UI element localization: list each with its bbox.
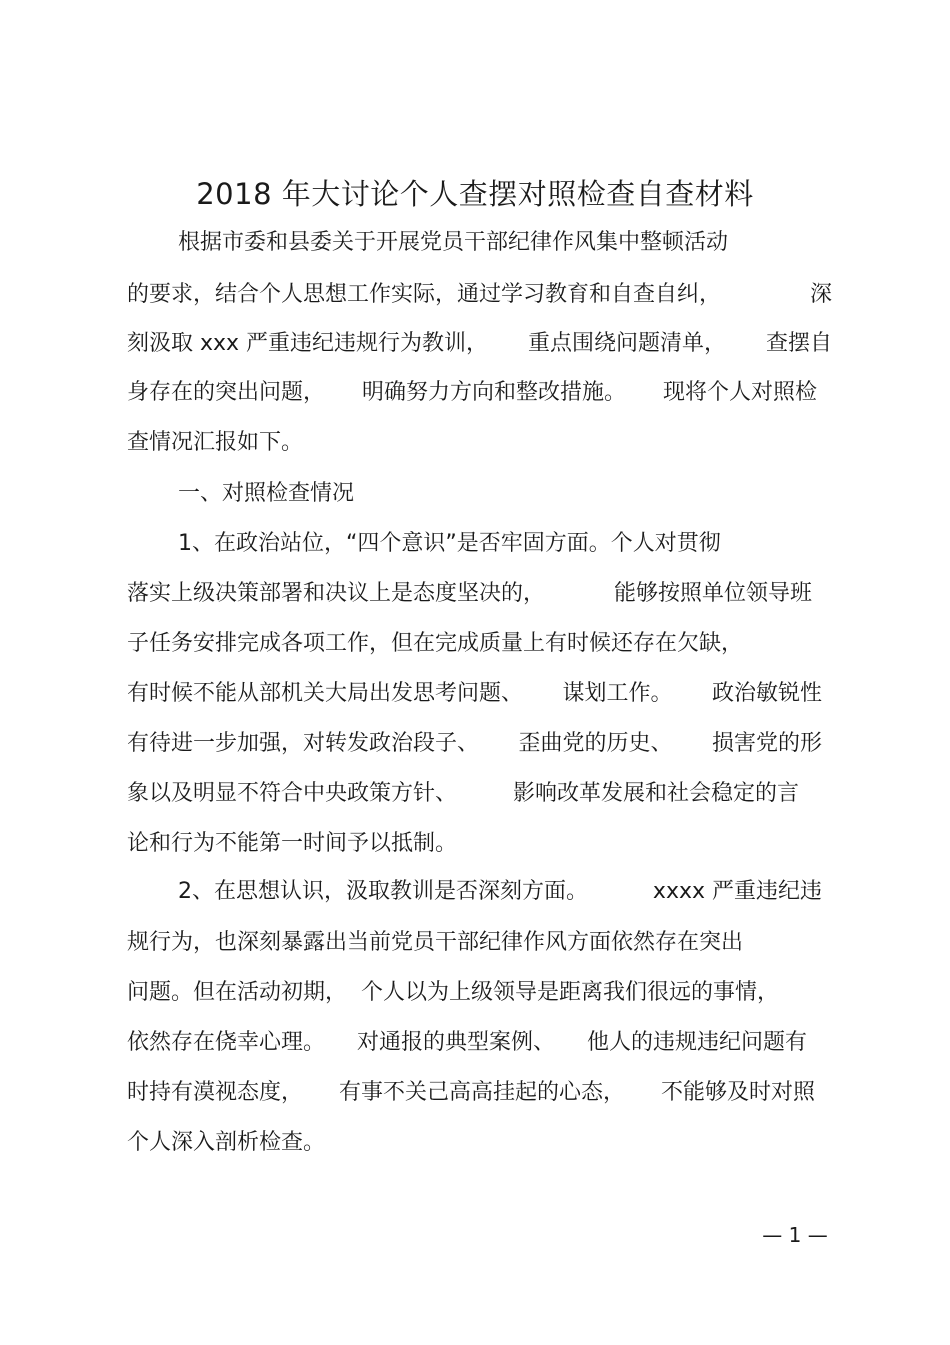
intro-line-3-part-2: 重点围绕问题清单， — [528, 331, 727, 356]
item2-line-4 — [127, 1028, 807, 1058]
intro-line-3-part-1: 刻汲取 xxx 严重违纪违规行为教训， — [127, 331, 489, 356]
item2-line-3 — [127, 978, 779, 1008]
item2-line-3-part-2: 个人以为上级领导是距离我们很远的事情， — [360, 980, 779, 1005]
intro-line-1: 根据市委和县委关于开展党员干部纪律作风集中整顿活动 — [178, 230, 729, 255]
item1-line-4 — [127, 679, 822, 709]
item1-line-4-part-1: 有时候不能从部机关大局出发思考问题、 — [127, 681, 524, 706]
item2-line-1 — [178, 877, 822, 907]
item2-line-6: 个人深入剖析检查。 — [127, 1130, 326, 1155]
intro-line-3 — [127, 329, 832, 359]
page-number: — 1 — — [762, 1223, 828, 1247]
item1-line-2 — [127, 579, 812, 609]
item1-line-5 — [127, 729, 822, 759]
item2-line-1-part-1: 2、在思想认识，汲取教训是否深刻方面。 — [178, 879, 588, 904]
item1-line-6-part-1: 象以及明显不符合中央政策方针、 — [127, 781, 458, 806]
intro-line-2-part-2: 深 — [809, 282, 832, 307]
intro-line-4 — [127, 378, 817, 408]
item1-line-6-part-2: 影响改革发展和社会稳定的言 — [512, 781, 799, 806]
intro-line-5: 查情况汇报如下。 — [127, 430, 304, 455]
item2-line-5-part-3: 不能够及时对照 — [660, 1080, 815, 1105]
item1-line-3: 子任务安排完成各项工作，但在完成质量上有时候还存在欠缺， — [127, 631, 744, 656]
item2-line-1-part-2: xxxx 严重违纪违 — [652, 879, 822, 904]
item2-line-5 — [127, 1078, 815, 1108]
intro-line-2 — [127, 280, 832, 310]
intro-line-2-part-1: 的要求，结合个人思想工作实际，通过学习教育和自查自纠， — [127, 282, 722, 307]
item2-line-2: 规行为，也深刻暴露出当前党员干部纪律作风方面依然存在突出 — [127, 930, 744, 955]
item2-line-5-part-1: 时持有漠视态度， — [127, 1080, 304, 1105]
intro-line-4-part-1: 身存在的突出问题， — [127, 380, 326, 405]
intro-line-3-part-3: 查摆自 — [765, 331, 832, 356]
item1-line-4-part-3: 政治敏锐性 — [711, 681, 822, 706]
item2-line-3-part-1: 问题。但在活动初期， — [127, 980, 348, 1005]
intro-line-4-part-3: 现将个人对照检 — [662, 380, 817, 405]
item1-line-6 — [127, 779, 799, 809]
item1-line-1: 1、在政治站位，“四个意识”是否牢固方面。个人对贯彻 — [178, 531, 721, 556]
item1-line-4-part-2: 谋划工作。 — [562, 681, 673, 706]
document-title: 2018 年大讨论个人查摆对照检查自查材料 — [196, 177, 754, 211]
section-heading: 一、对照检查情况 — [178, 481, 355, 506]
intro-line-4-part-2: 明确努力方向和整改措施。 — [361, 380, 626, 405]
item2-line-5-part-2: 有事不关己高高挂起的心态， — [338, 1080, 625, 1105]
item1-line-2-part-1: 落实上级决策部署和决议上是态度坚决的， — [127, 581, 546, 606]
item1-line-5-part-3: 损害党的形 — [711, 731, 822, 756]
item1-line-5-part-1: 有待进一步加强，对转发政治段子、 — [127, 731, 480, 756]
item1-line-7: 论和行为不能第一时间予以抵制。 — [127, 831, 458, 856]
item2-line-4-part-3: 他人的违规违纪问题有 — [586, 1030, 807, 1055]
item2-line-4-part-1: 依然存在侥幸心理。 — [127, 1030, 326, 1055]
item2-line-4-part-2: 对通报的典型案例、 — [356, 1030, 555, 1055]
item1-line-5-part-2: 歪曲党的历史、 — [518, 731, 673, 756]
item1-line-2-part-2: 能够按照单位领导班 — [613, 581, 812, 606]
